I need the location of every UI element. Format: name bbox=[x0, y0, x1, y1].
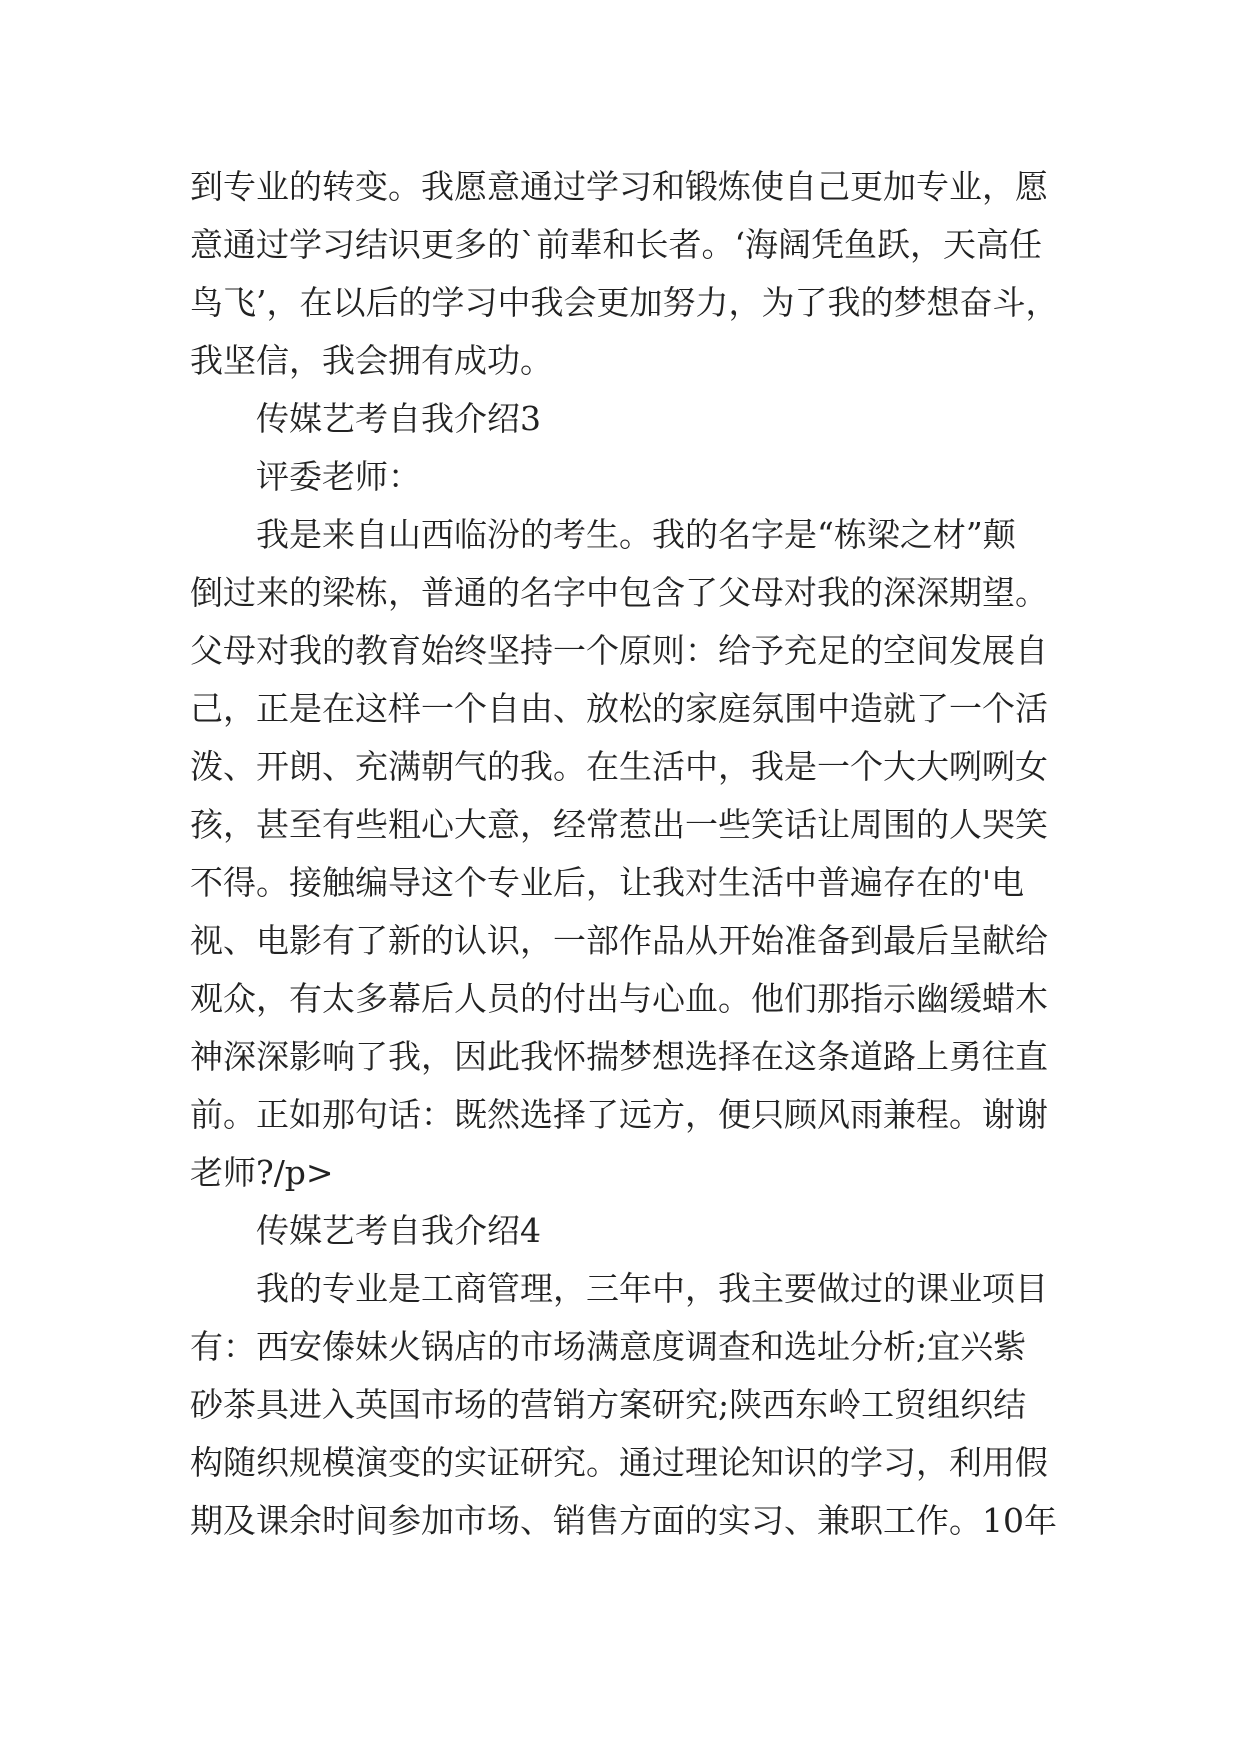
paragraph-line: 老师?/p> bbox=[190, 1153, 334, 1192]
paragraph-line: 孩，甚至有些粗心大意，经常惹出一些笑话让周围的人哭笑 bbox=[190, 805, 1048, 844]
paragraph-line: 前。正如那句话：既然选择了远方，便只顾风雨兼程。谢谢 bbox=[190, 1095, 1048, 1134]
paragraph-line: 不得。接触编导这个专业后，让我对生活中普遍存在的'电 bbox=[190, 863, 1025, 902]
paragraph-line: 我坚信，我会拥有成功。 bbox=[190, 341, 553, 380]
paragraph-line: 意通过学习结识更多的`前辈和长者。‘海阔凭鱼跃，天高任 bbox=[190, 225, 1042, 264]
paragraph-line: 倒过来的梁栋，普通的名字中包含了父母对我的深深期望。 bbox=[190, 573, 1048, 612]
paragraph-line: 期及课余时间参加市场、销售方面的实习、兼职工作。10年 bbox=[190, 1501, 1057, 1540]
paragraph-line: 我的专业是工商管理，三年中，我主要做过的课业项目 bbox=[256, 1269, 1048, 1308]
section-heading: 传媒艺考自我介绍3 bbox=[256, 399, 541, 438]
paragraph-line: 父母对我的教育始终坚持一个原则：给予充足的空间发展自 bbox=[190, 631, 1048, 670]
paragraph-line: 我是来自山西临汾的考生。我的名字是“栋梁之材”颠 bbox=[256, 515, 1016, 554]
paragraph-line: 构随织规模演变的实证研究。通过理论知识的学习，利用假 bbox=[190, 1443, 1048, 1482]
paragraph-line: 泼、开朗、充满朝气的我。在生活中，我是一个大大咧咧女 bbox=[190, 747, 1048, 786]
paragraph-line: 己，正是在这样一个自由、放松的家庭氛围中造就了一个活 bbox=[190, 689, 1048, 728]
document-body bbox=[190, 158, 1070, 1550]
paragraph-line: 有：西安傣妹火锅店的市场满意度调查和选址分析;宜兴紫 bbox=[190, 1327, 1027, 1366]
paragraph-line: 砂茶具进入英国市场的营销方案研究;陕西东岭工贸组织结 bbox=[190, 1385, 1027, 1424]
paragraph-line: 神深深影响了我，因此我怀揣梦想选择在这条道路上勇往直 bbox=[190, 1037, 1048, 1076]
paragraph-line: 观众，有太多幕后人员的付出与心血。他们那指示幽缓蜡木 bbox=[190, 979, 1048, 1018]
paragraph-line: 鸟飞’，在以后的学习中我会更加努力，为了我的梦想奋斗， bbox=[190, 283, 1059, 322]
paragraph-line: 到专业的转变。我愿意通过学习和锻炼使自己更加专业，愿 bbox=[190, 167, 1048, 206]
section-heading: 传媒艺考自我介绍4 bbox=[256, 1211, 541, 1250]
paragraph-line: 视、电影有了新的认识，一部作品从开始准备到最后呈献给 bbox=[190, 921, 1048, 960]
salutation: 评委老师： bbox=[256, 457, 421, 496]
